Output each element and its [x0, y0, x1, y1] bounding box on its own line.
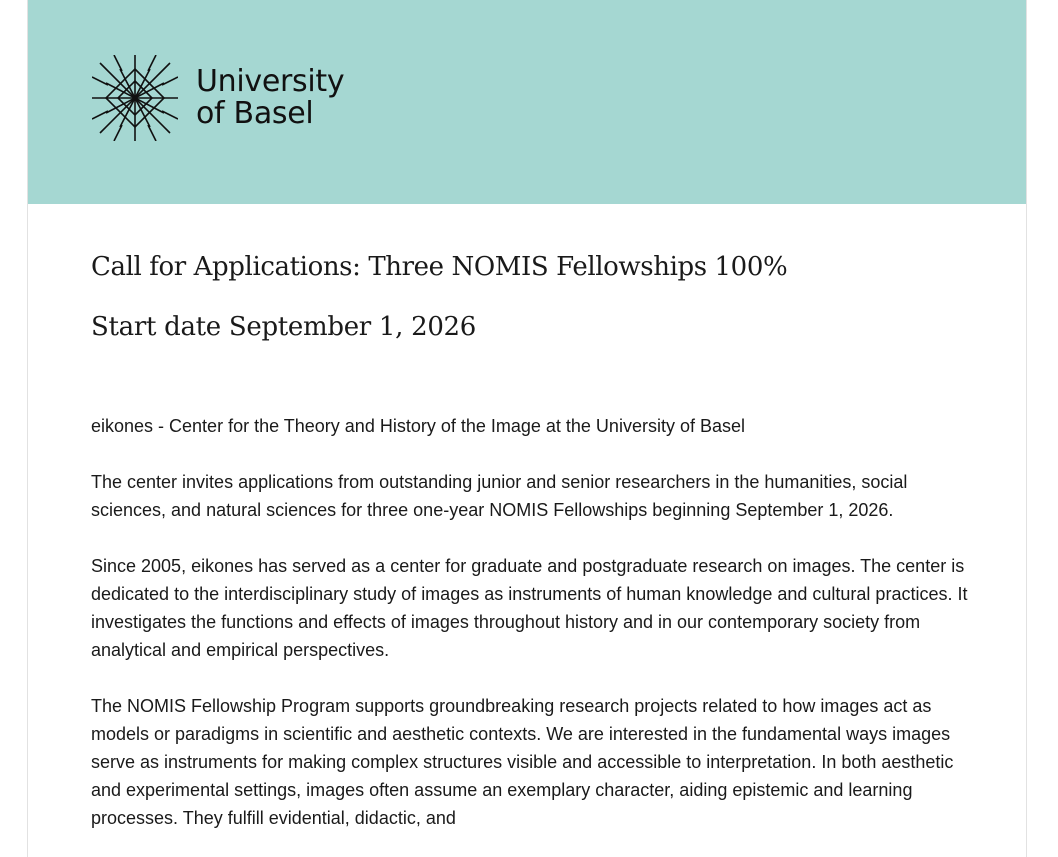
body-paragraph: Since 2005, eikones has served as a center for graduate and postgraduate research on images. The center is dedicated to the interdisciplinary study of images as instruments of human knowledge and cultural practices. It investigates the functions and effects of images throughout history and in our contemporary society from analytical and empirical perspectives.	[91, 556, 968, 660]
article-content	[91, 250, 971, 857]
article-body	[91, 412, 971, 832]
logo-line-1: University	[196, 64, 345, 99]
email-page	[27, 0, 1027, 857]
university-name	[196, 66, 344, 130]
article-title: Call for Applications: Three NOMIS Fellowships 100%	[91, 252, 788, 282]
header-banner	[28, 0, 1026, 204]
article-subtitle: Start date September 1, 2026	[91, 312, 477, 342]
body-paragraph: The center invites applications from outstanding junior and senior researchers in the humanities, social sciences, and natural sciences for three one-year NOMIS Fellowships beginning September 1, 2026.	[91, 472, 908, 520]
university-of-basel-logo-mark-icon	[92, 55, 178, 141]
logo-line-2: of Basel	[196, 96, 314, 131]
intro-paragraph: eikones - Center for the Theory and History of the Image at the University of Basel	[91, 416, 745, 436]
body-paragraph: The NOMIS Fellowship Program supports groundbreaking research projects related to how images act as models or paradigms in scientific and aesthetic contexts. We are interested in the fundamental ways images serve as instruments for making complex structures visible and accessible to interpretation. In both aesthetic and experimental settings, images often assume an exemplary character, aiding epistemic and learning processes. They fulfill evidential, didactic, and	[91, 696, 954, 828]
university-logo[interactable]	[92, 55, 344, 141]
